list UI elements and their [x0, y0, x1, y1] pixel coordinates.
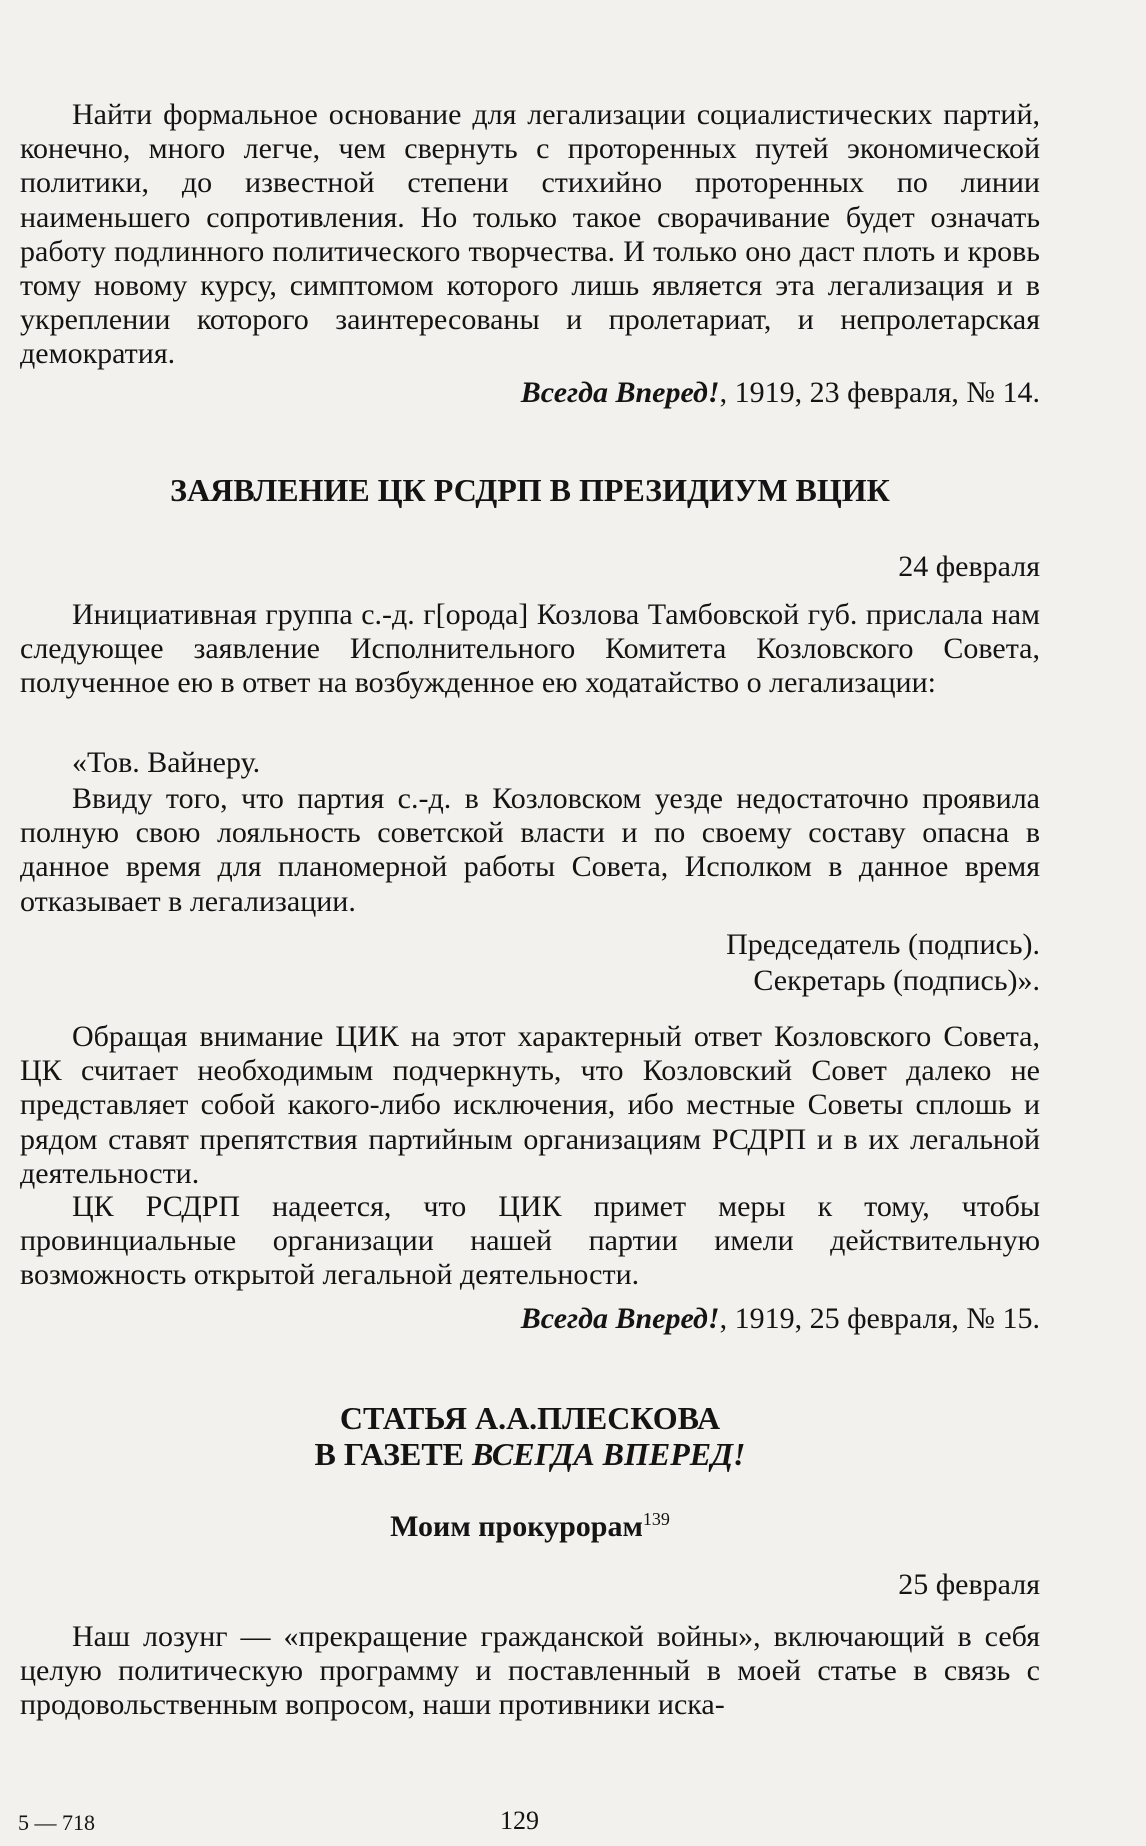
heading-line-1: СТАТЬЯ А.А.ПЛЕСКОВА [339, 1400, 721, 1436]
page-number: 129 [500, 1806, 539, 1835]
salutation: «Тов. Вайнеру. [72, 746, 261, 779]
section-heading-article [20, 1400, 1040, 1472]
signature-secretary: Секретарь (подпись)». [753, 964, 1040, 997]
paragraph-slogan: Наш лозунг — «прекращение гражданской войны», включающий в себя целую политическую программу и поставленный в моей статье в связь с продовольственным вопросом, наши противники иска- [20, 1620, 1040, 1722]
heading-newspaper-title: ВСЕГДА ВПЕРЕД! [472, 1436, 746, 1472]
footnote-marker: 139 [642, 1509, 670, 1529]
paragraph-kozlov-council: Обращая внимание ЦИК на этот характерный ответ Козловского Совета, ЦК считает необходимым подчеркнуть, что Козловский Совет далеко не представляет собой какого-либо исключения, ибо местные Советы сплошь и рядом ставят препятствия партийным организациям РСДРП и в их легальной деятельности. [20, 1020, 1040, 1190]
heading-line-2: В ГАЗЕТЕ [314, 1436, 472, 1472]
subtitle-text: Моим прокурорам [390, 1510, 643, 1543]
article-date: 25 февраля [898, 1568, 1040, 1601]
paragraph-statement: Ввиду того, что партия с.-д. в Козловском уезде недостаточно проявила полную свою лояльность советской власти и по своему составу опасна в данное время для планомерной работы Совета, Исполком в данное время отказывает в легализации. [20, 782, 1040, 918]
date-line: 24 февраля [898, 550, 1040, 583]
source-citation-2 [20, 1302, 1040, 1336]
source-title: Всегда Вперед! [520, 1302, 720, 1335]
source-citation-1 [20, 376, 1040, 410]
section-heading-statement: ЗАЯВЛЕНИЕ ЦК РСДРП В ПРЕЗИДИУМ ВЦИК [170, 472, 890, 508]
article-subtitle [20, 1502, 1040, 1544]
printer-signature: 5 — 718 [18, 1810, 95, 1835]
paragraph-intro: Инициативная группа с.-д. г[орода] Козлова Тамбовской губ. прислала нам следующее заявление Исполнительного Комитета Козловского Совета, полученное ею в ответ на возбужденное ею ходатайство о легализации: [20, 598, 1040, 700]
source-details: , 1919, 25 февраля, № 15. [719, 1302, 1040, 1335]
paragraph-cc-hope: ЦК РСДРП надеется, что ЦИК примет меры к тому, чтобы провинциальные организации нашей партии имели действительную возможность открытой легальной деятельности. [20, 1190, 1040, 1292]
source-details: , 1919, 23 февраля, № 14. [719, 376, 1040, 409]
source-title: Всегда Вперед! [520, 376, 720, 409]
signature-chairman: Председатель (подпись). [726, 928, 1040, 961]
paragraph-legalization: Найти формальное основание для легализации социалистических партий, конечно, много легче, чем свернуть с проторенных путей экономической политики, до известной степени стихийно проторенных по линии наименьшего сопротивления. Но только такое сворачивание будет означать работу подлинного политического творчества. И только оно даст плоть и кровь тому новому курсу, симптомом которого лишь является эта легализация и в укреплении которого заинтересованы и пролетариат, и непролетарская демократия. [20, 98, 1040, 371]
